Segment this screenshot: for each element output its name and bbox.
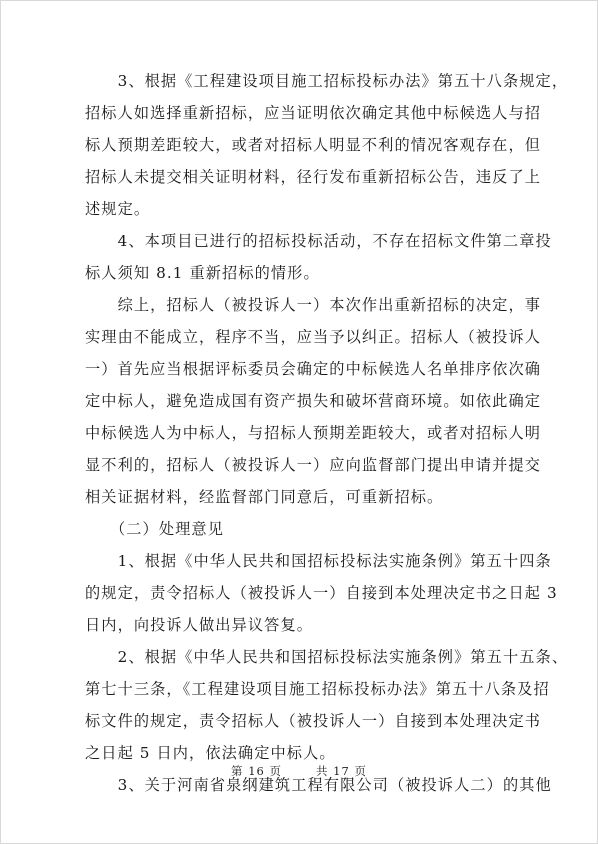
text-line: 的规定，责令招标人（被投诉人一）自接到本处理决定书之日起 3 bbox=[85, 584, 558, 602]
text-line: 标文件的规定，责令招标人（被投诉人一）自接到本处理决定书 bbox=[85, 712, 542, 730]
text-line: 相关证据材料，经监督部门同意后，可重新招标。 bbox=[85, 488, 444, 506]
text-line: 第七十三条，《工程建设项目施工招标投标办法》第五十八条及招 bbox=[85, 680, 550, 698]
text-line: 日内，向投诉人做出异议答复。 bbox=[85, 616, 314, 634]
text-line: 2、根据《中华人民共和国招标投标法实施条例》第五十五条、 bbox=[85, 648, 569, 666]
text-line: 标人预期差距较大，或者对招标人明显不利的情况客观存在，但 bbox=[85, 136, 542, 154]
page-total: 共 17 页 bbox=[316, 764, 367, 778]
text-line: 综上，招标人（被投诉人一）本次作出重新招标的决定，事 bbox=[85, 296, 542, 314]
text-line: 定中标人，避免造成国有资产损失和破坏营商环境。如依此确定 bbox=[85, 392, 542, 410]
text-line: 标人须知 8.1 重新招标的情形。 bbox=[85, 264, 320, 282]
text-line: 4、本项目已进行的招标投标活动，不存在招标文件第二章投 bbox=[85, 232, 552, 250]
page-number: 第 16 页 bbox=[231, 764, 282, 778]
text-line: 中标候选人为中标人，与招标人预期差距较大，或者对招标人明 bbox=[85, 424, 542, 442]
text-line: 实理由不能成立，程序不当，应当予以纠正。招标人（被投诉人 bbox=[85, 328, 542, 346]
body-text bbox=[85, 65, 569, 801]
section-heading: （二）处理意见 bbox=[85, 520, 224, 538]
text-line: 3、关于河南省泉纲建筑工程有限公司（被投诉人二）的其他 bbox=[85, 776, 552, 794]
text-line: 述规定。 bbox=[85, 200, 151, 218]
text-line: 之日起 5 日内，依法确定中标人。 bbox=[85, 744, 336, 762]
page-footer bbox=[1, 763, 597, 779]
text-line: 1、根据《中华人民共和国招标投标法实施条例》第五十四条 bbox=[85, 552, 552, 570]
text-line: 3、根据《工程建设项目施工招标投标办法》第五十八条规定， bbox=[85, 72, 569, 90]
text-line: 招标人未提交相关证明材料，径行发布重新招标公告，违反了上 bbox=[85, 168, 542, 186]
text-line: 招标人如选择重新招标，应当证明依次确定其他中标候选人与招 bbox=[85, 104, 542, 122]
text-line: 显不利的，招标人（被投诉人一）应向监督部门提出申请并提交 bbox=[85, 456, 542, 474]
text-line: 一）首先应当根据评标委员会确定的中标候选人名单排序依次确 bbox=[85, 360, 542, 378]
